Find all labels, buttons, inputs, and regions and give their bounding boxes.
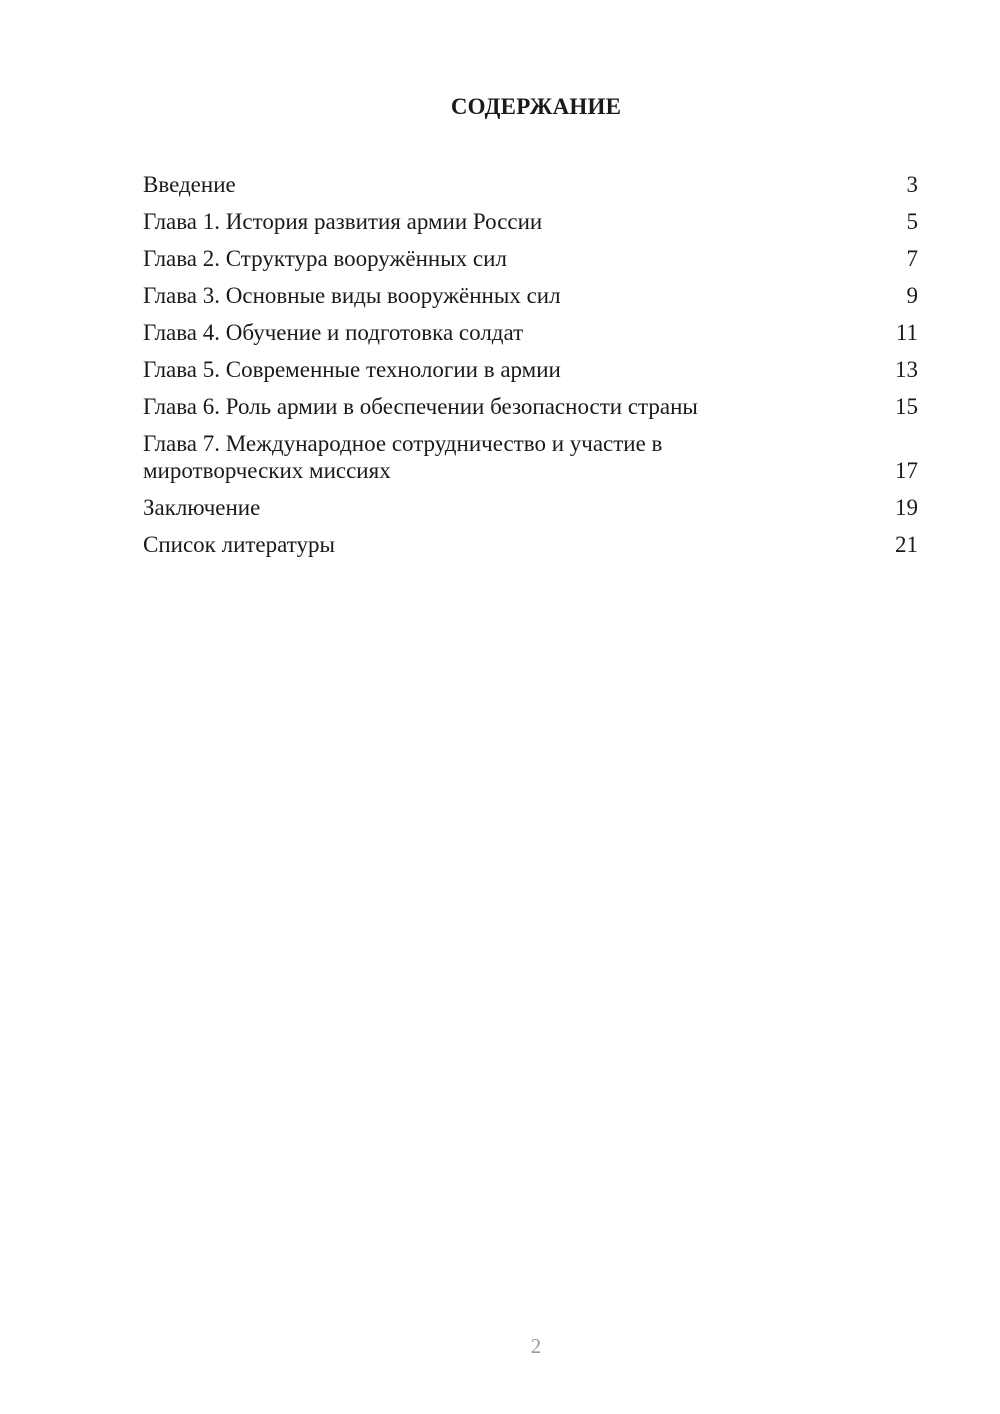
toc-entry-chapter-5 [143,356,918,383]
toc-entry-text: Глава 4. Обучение и подготовка солдат [143,320,524,345]
toc-entry-conclusion [143,494,918,521]
toc-entry-text: Введение [143,172,236,197]
toc-entry-page: 7 [906,246,918,271]
toc-entry-text: Список литературы [143,532,335,557]
toc-entry-page: 3 [906,172,918,197]
toc-entry-text: Глава 7. Международное сотрудничество и участие в миротворческих миссиях [143,431,663,483]
toc-entry-chapter-2 [143,245,918,272]
toc-entry-page: 9 [906,283,918,308]
toc-entry-chapter-6 [143,393,918,420]
toc-entry-text: Глава 1. История развития армии России [143,209,543,234]
toc-entry-page: 21 [895,532,918,557]
toc-entry-page: 5 [906,209,918,234]
toc-entry-page: 17 [895,458,918,483]
toc-entry-page: 11 [895,320,918,345]
toc-entry-chapter-4 [143,319,918,346]
table-of-contents [143,171,918,568]
toc-entry-page: 19 [895,495,918,520]
toc-entry-page: 13 [895,357,918,382]
toc-entry-text: Глава 5. Современные технологии в армии [143,357,561,382]
toc-entry-text: Глава 3. Основные виды вооружённых сил [143,283,561,308]
toc-entry-text: Заключение [143,495,261,520]
toc-entry-chapter-1 [143,208,918,235]
toc-entry-text: Глава 2. Структура вооружённых сил [143,246,507,271]
page-number: 2 [530,1334,542,1358]
toc-entry-text: Глава 6. Роль армии в обеспечении безопасности страны [143,394,698,419]
toc-entry-chapter-7 [143,430,918,484]
toc-entry-bibliography [143,531,918,558]
toc-entry-chapter-3 [143,282,918,309]
page-title: СОДЕРЖАНИЕ [450,94,622,119]
toc-entry-page: 15 [895,394,918,419]
toc-entry-introduction [143,171,918,198]
